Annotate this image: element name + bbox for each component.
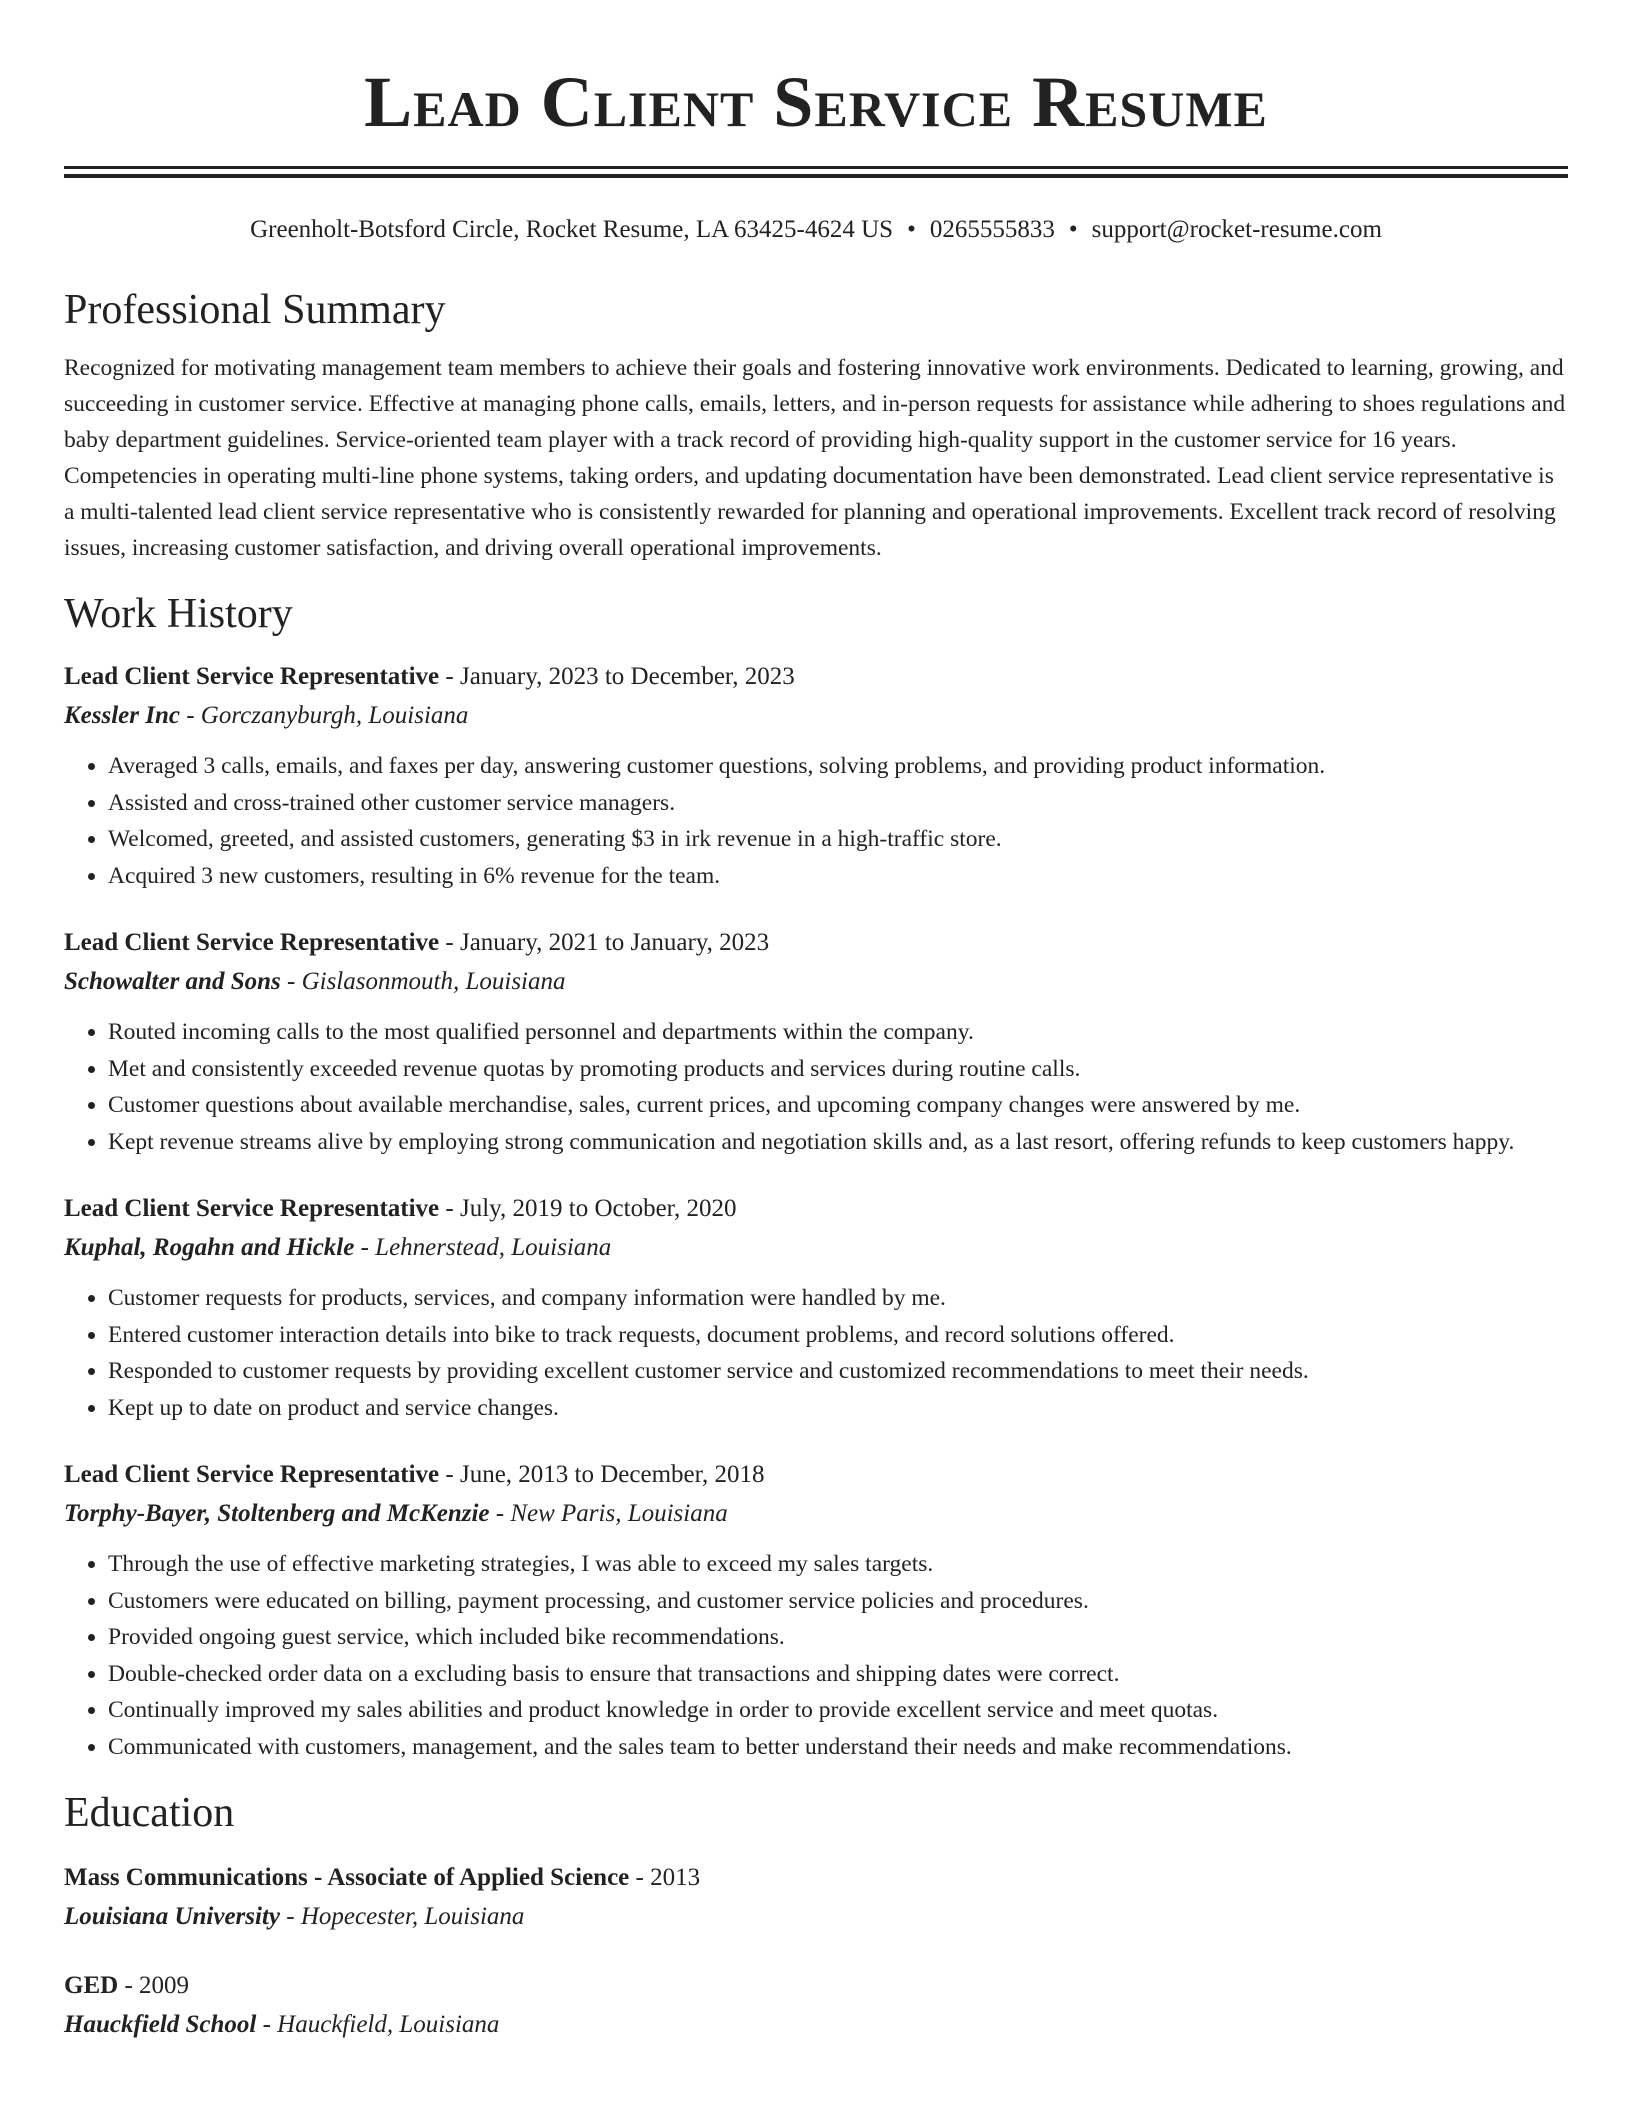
job-entry <box>64 924 1568 1160</box>
education-school: Hauckfield School <box>64 2011 257 2038</box>
job-bullet: • Acquired 3 new customers, resulting in 6% revenue for the team. <box>108 858 1568 895</box>
education-degree: Mass Communications - Associate of Applied Science <box>64 1864 630 1891</box>
education-school: Louisiana University <box>64 1903 280 1930</box>
job-header <box>64 658 1568 696</box>
work-history-heading: Work History <box>64 591 293 637</box>
contact-phone: 0265555833 <box>929 216 1055 243</box>
education-entry <box>64 1967 1568 2045</box>
job-bullet: • Routed incoming calls to the most qualified personnel and departments within the company. <box>108 1014 1568 1051</box>
job-bullets <box>64 748 1568 894</box>
job-bullet: • Customers were educated on billing, payment processing, and customer service policies and procedures. <box>108 1583 1568 1620</box>
job-header <box>64 924 1568 962</box>
summary-heading: Professional Summary <box>64 287 446 333</box>
job-dates: - July, 2019 to October, 2020 <box>439 1195 737 1222</box>
education-institution <box>64 1897 1568 1937</box>
job-title: Lead Client Service Representative <box>64 1461 440 1488</box>
title-rule-top <box>64 166 1568 169</box>
contact-line <box>64 214 1568 246</box>
job-location: - New Paris, Louisiana <box>489 1500 728 1527</box>
job-location: - Lehnerstead, Louisiana <box>354 1234 612 1261</box>
contact-separator: • <box>907 216 916 243</box>
job-bullet: • Met and consistently exceeded revenue quotas by promoting products and services during routine calls. <box>108 1051 1568 1088</box>
job-bullet: • Responded to customer requests by providing excellent customer service and customized recommendations to meet their needs. <box>108 1353 1568 1390</box>
education-header <box>64 1859 1568 1897</box>
job-header <box>64 1190 1568 1228</box>
job-employer <box>64 962 1568 1002</box>
education-header <box>64 1967 1568 2005</box>
resume-title: Lead Client Service Resume <box>364 62 1268 142</box>
job-employer <box>64 1228 1568 1268</box>
job-bullet: • Kept revenue streams alive by employing strong communication and negotiation skills and, as a last resort, offering refunds to keep customers happy. <box>108 1124 1568 1161</box>
job-location: - Gislasonmouth, Louisiana <box>280 968 566 995</box>
job-bullet: • Entered customer interaction details into bike to track requests, document problems, and record solutions offered. <box>108 1317 1568 1354</box>
job-bullets <box>64 1546 1568 1765</box>
job-header <box>64 1456 1568 1494</box>
education-location: - Hauckfield, Louisiana <box>256 2011 500 2038</box>
job-bullet: • Welcomed, greeted, and assisted customers, generating $3 in irk revenue in a high-traffic store. <box>108 821 1568 858</box>
job-title: Lead Client Service Representative <box>64 929 440 956</box>
job-dates: - January, 2021 to January, 2023 <box>439 929 770 956</box>
job-bullet: • Assisted and cross-trained other customer service managers. <box>108 785 1568 822</box>
job-entry <box>64 1456 1568 1765</box>
education-location: - Hopecester, Louisiana <box>280 1903 525 1930</box>
job-entry <box>64 658 1568 894</box>
contact-separator: • <box>1068 216 1078 243</box>
education-institution <box>64 2005 1568 2045</box>
job-entry <box>64 1190 1568 1426</box>
job-bullet: • Averaged 3 calls, emails, and faxes per day, answering customer questions, solving problems, and providing product information. <box>108 748 1568 785</box>
job-company: Schowalter and Sons <box>64 968 281 995</box>
education-year: - 2009 <box>118 1972 190 1999</box>
education-heading: Education <box>64 1790 235 1836</box>
job-bullet: • Provided ongoing guest service, which included bike recommendations. <box>108 1619 1568 1656</box>
job-dates: - June, 2013 to December, 2018 <box>439 1461 765 1488</box>
job-title: Lead Client Service Representative <box>64 1195 440 1222</box>
job-bullet: • Customer questions about available merchandise, sales, current prices, and upcoming company changes were answered by me. <box>108 1087 1568 1124</box>
job-bullet: • Through the use of effective marketing strategies, I was able to exceed my sales targets. <box>108 1546 1568 1583</box>
contact-email: support@rocket-resume.com <box>1091 216 1382 243</box>
title-rule-bottom <box>64 174 1568 178</box>
job-employer <box>64 696 1568 736</box>
job-bullet: • Double-checked order data on a excluding basis to ensure that transactions and shipping dates were correct. <box>108 1656 1568 1693</box>
education-degree: GED <box>64 1972 119 1999</box>
education-year: - 2013 <box>629 1864 701 1891</box>
job-bullet: • Kept up to date on product and service changes. <box>108 1390 1568 1427</box>
contact-address: Greenholt-Botsford Circle, Rocket Resume, LA 63425-4624 US <box>250 216 894 243</box>
job-location: - Gorczanyburgh, Louisiana <box>179 702 469 729</box>
job-company: Torphy-Bayer, Stoltenberg and McKenzie <box>64 1500 490 1527</box>
job-employer <box>64 1494 1568 1534</box>
job-bullet: • Customer requests for products, services, and company information were handled by me. <box>108 1280 1568 1317</box>
job-bullets <box>64 1280 1568 1426</box>
job-bullet: • Continually improved my sales abilities and product knowledge in order to provide excellent service and meet quotas. <box>108 1692 1568 1729</box>
job-dates: - January, 2023 to December, 2023 <box>439 663 795 690</box>
education-entry <box>64 1859 1568 1937</box>
summary-text: Recognized for motivating management team members to achieve their goals and fostering innovative work environments. Dedicated to learning, growing, and succeeding in customer service. Effective at managing phone calls, emails, letters, and in-person requests for assistance while adhering to shoes regulations and baby department guidelines. Service-oriented team player with a track record of providing high-quality support in the customer service for 16 years. Competencies in operating multi-line phone systems, taking orders, and updating documentation have been demonstrated. Lead client service representative is a multi-talented lead client service representative who is consistently rewarded for planning and operational improvements. Excellent track record of resolving issues, increasing customer satisfaction, and driving overall operational improvements. <box>64 355 1566 561</box>
job-company: Kuphal, Rogahn and Hickle <box>64 1234 355 1261</box>
job-bullet: • Communicated with customers, management, and the sales team to better understand their needs and make recommendations. <box>108 1729 1568 1766</box>
job-bullets <box>64 1014 1568 1160</box>
job-company: Kessler Inc <box>64 702 180 729</box>
job-title: Lead Client Service Representative <box>64 663 440 690</box>
